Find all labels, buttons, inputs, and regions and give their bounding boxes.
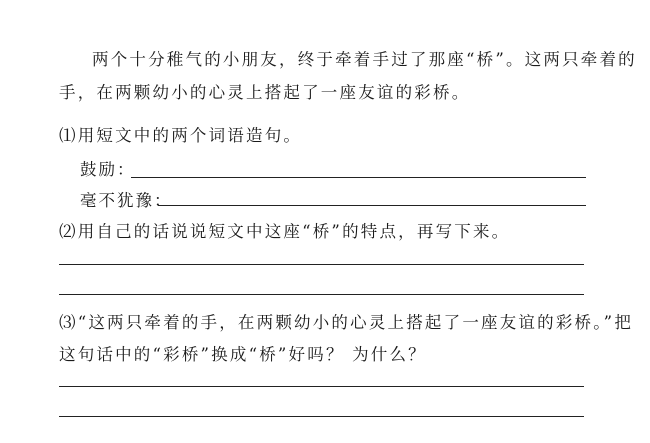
question-1-prompt: ⑴用短文中的两个词语造句。 [59,126,303,145]
word-2-answer-line[interactable] [158,205,586,206]
question-3-answer-line-1[interactable] [59,386,584,387]
question-3-prompt-line-2: 这句话中的“彩桥”换成“桥”好吗？ 为什么？ [59,345,427,364]
question-3-answer-line-2[interactable] [59,416,584,417]
question-2-answer-line-1[interactable] [59,264,584,265]
word-1-label: 鼓励： [80,160,136,179]
passage-line-2: 手，在两颗幼小的心灵上搭起了一座友谊的彩桥。 [59,83,471,102]
question-2-answer-line-2[interactable] [59,294,584,295]
question-2-prompt: ⑵用自己的话说说短文中这座“桥”的特点，再写下来。 [59,222,511,241]
question-3-prompt-line-1: ⑶“这两只牵着的手，在两颗幼小的心灵上搭起了一座友谊的彩桥。”把 [59,313,634,332]
word-2-label: 毫不犹豫： [80,191,173,210]
word-1-answer-line[interactable] [131,177,586,178]
passage-line-1: 两个十分稚气的小朋友，终于牵着手过了那座“桥”。这两只牵着的 [92,50,637,69]
